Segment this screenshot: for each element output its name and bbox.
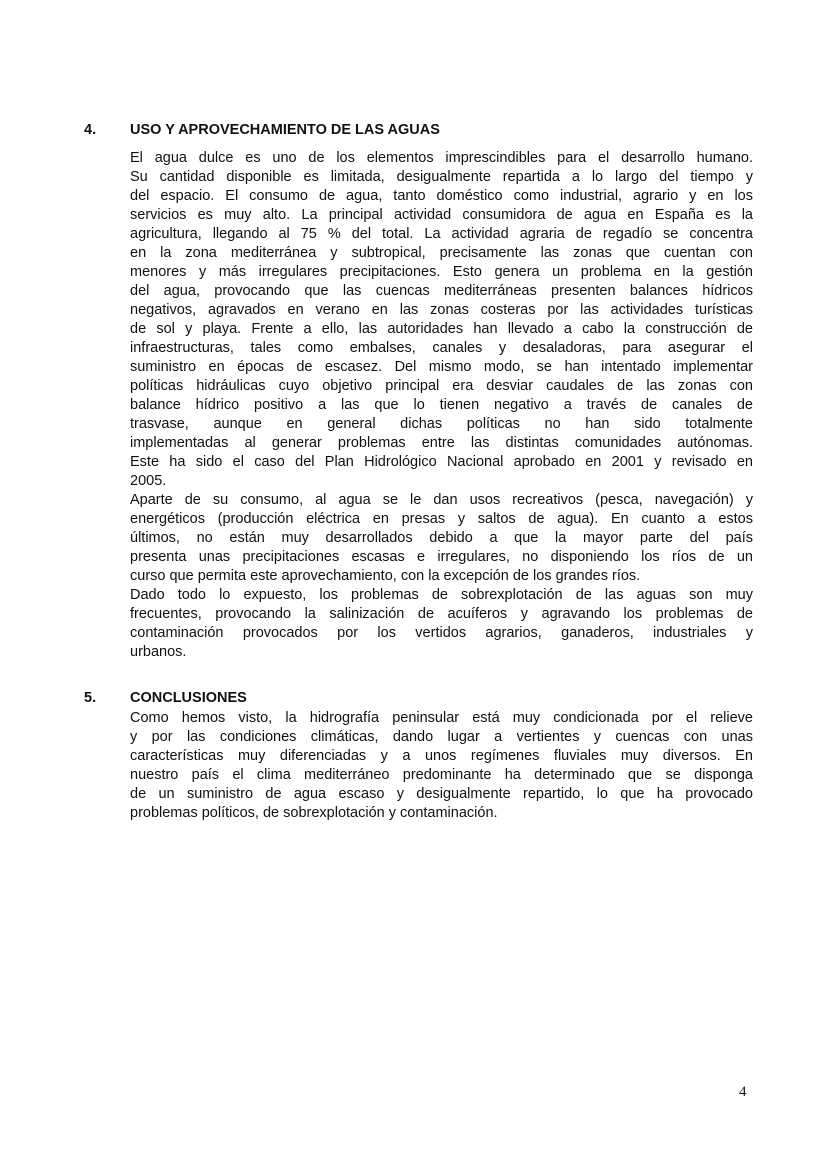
paragraph: [130, 586, 753, 662]
text-line: curso que permita este aprovechamiento, con la excepción de los grandes ríos.: [130, 568, 641, 584]
section-body: [130, 149, 753, 662]
text-line: Este ha sido el caso del Plan Hidrológico Nacional aprobado en 2001 y revisado en: [130, 454, 753, 470]
text-line: urbanos.: [130, 644, 187, 660]
text-line: problemas políticos, de sobrexplotación y contaminación.: [130, 805, 498, 821]
text-line: contaminación provocados por los vertidos agrarios, ganaderos, industriales y: [130, 625, 753, 641]
text-line: del espacio. El consumo de agua, tanto doméstico como industrial, agrario y en los: [130, 188, 753, 204]
text-line: Aparte de su consumo, al agua se le dan usos recreativos (pesca, navegación) y: [130, 492, 753, 508]
text-line: en la zona mediterránea y subtropical, precisamente las zonas que cuentan con: [130, 245, 753, 261]
text-line: trasvase, aunque en general dichas políticas no han sido totalmente: [130, 416, 753, 432]
text-line: nuestro país el clima mediterráneo predominante ha determinado que se disponga: [130, 767, 753, 783]
text-line: Dado todo lo expuesto, los problemas de sobrexplotación de las aguas son muy: [130, 587, 753, 603]
text-line: características muy diferenciadas y a unos regímenes fluviales muy diversos. En: [130, 748, 753, 764]
text-line: políticas hidráulicas cuyo objetivo principal era desviar caudales de las zonas con: [130, 378, 753, 394]
section-heading: CONCLUSIONES: [130, 690, 247, 706]
text-line: presenta unas precipitaciones escasas e irregulares, no disponiendo los ríos de un: [130, 549, 753, 565]
text-line: frecuentes, provocando la salinización de acuíferos y agravando los problemas de: [130, 606, 753, 622]
paragraph: [130, 709, 753, 823]
text-line: balance hídrico positivo a las que lo tienen negativo a través de canales de: [130, 397, 753, 413]
page-number: 4: [739, 1084, 747, 1100]
paragraph: [130, 149, 753, 491]
text-line: de un suministro de agua escaso y desigualmente repartido, lo que ha provocado: [130, 786, 753, 802]
section-body: [130, 709, 753, 823]
text-line: de sol y playa. Frente a ello, las autoridades han llevado a cabo la construcción de: [130, 321, 753, 337]
text-line: infraestructuras, tales como embalses, canales y desaladoras, para asegurar el: [130, 340, 753, 356]
text-line: implementadas al generar problemas entre las distintas comunidades autónomas.: [130, 435, 753, 451]
text-line: agricultura, llegando al 75 % del total. La actividad agraria de regadío se concentra: [130, 226, 753, 242]
text-line: Como hemos visto, la hidrografía peninsular está muy condicionada por el relieve: [130, 710, 753, 726]
text-line: Su cantidad disponible es limitada, desigualmente repartida a lo largo del tiempo y: [130, 169, 753, 185]
text-line: El agua dulce es uno de los elementos imprescindibles para el desarrollo humano.: [130, 150, 753, 166]
text-line: del agua, provocando que las cuencas mediterráneas presenten balances hídricos: [130, 283, 753, 299]
section-heading: USO Y APROVECHAMIENTO DE LAS AGUAS: [130, 122, 440, 138]
section-number: 4.: [84, 122, 97, 138]
text-line: 2005.: [130, 473, 167, 489]
text-line: menores y más irregulares precipitaciones. Esto genera un problema en la gestión: [130, 264, 753, 280]
text-line: suministro en épocas de escasez. Del mismo modo, se han intentado implementar: [130, 359, 753, 375]
text-line: negativos, agravados en verano en las zonas costeras por las actividades turísticas: [130, 302, 753, 318]
paragraph: [130, 491, 753, 586]
text-line: y por las condiciones climáticas, dando lugar a vertientes y cuencas con unas: [130, 729, 753, 745]
text-line: servicios es muy alto. La principal actividad consumidora de agua en España es la: [130, 207, 753, 223]
text-line: energéticos (producción eléctrica en presas y saltos de agua). En cuanto a estos: [130, 511, 753, 527]
text-line: últimos, no están muy desarrollados debido a que la mayor parte del país: [130, 530, 753, 546]
section-number: 5.: [84, 690, 97, 706]
